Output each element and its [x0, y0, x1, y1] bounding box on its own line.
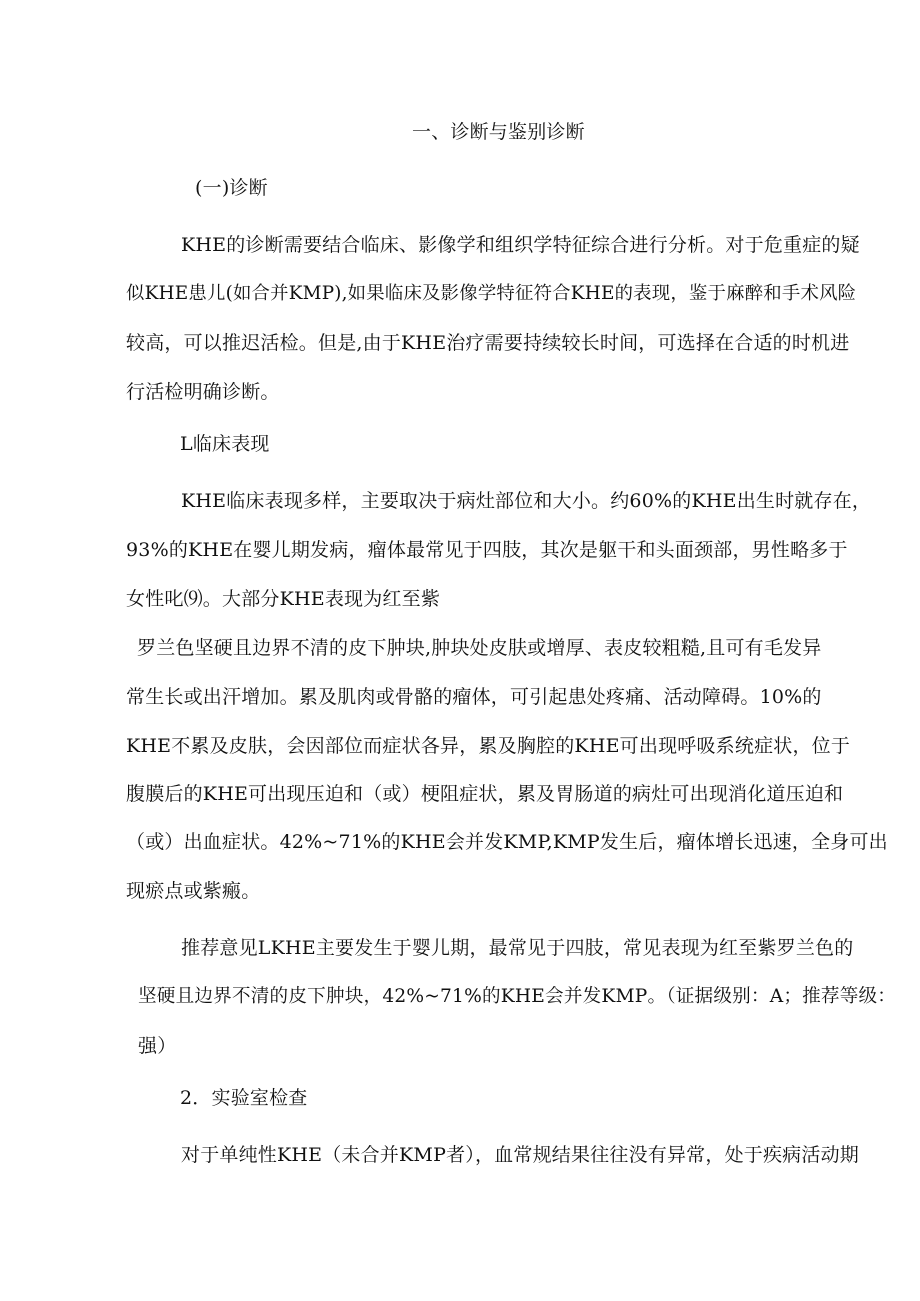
para2-line1: KHE临床表现多样，主要取决于病灶部位和大小。约60%的KHE出生时就存在， [181, 490, 872, 512]
section-title: 一、诊断与鉴别诊断 [412, 121, 585, 143]
para3-line6: 现瘀点或紫瘢。 [126, 880, 261, 902]
para3-line4: 腹膜后的KHE可出现压迫和（或）梗阻症状，累及胃肠道的病灶可出现消化道压迫和 [126, 783, 844, 805]
para2-line2: 93%的KHE在婴儿期发病，瘤体最常见于四肢，其次是躯干和头面颈部，男性略多于 [126, 539, 848, 561]
para1-line1: KHE的诊断需要结合临床、影像学和组织学特征综合进行分析。对于危重症的疑 [181, 234, 860, 256]
para3-line1: 罗兰色坚硬且边界不清的皮下肿块,肿块处皮肤或增厚、表皮较粗糙,且可有毛发异 [137, 637, 822, 659]
recommendation-line3: 强） [138, 1035, 177, 1057]
para3-line2: 常生长或出汗增加。累及肌肉或骨骼的瘤体，可引起患处疼痛、活动障碍。10%的 [126, 686, 822, 708]
para1-line3: 较高，可以推迟活检。但是,由于KHE治疗需要持续较长时间，可选择在合适的时机进 [126, 332, 850, 354]
recommendation-line2: 坚硬且边界不清的皮下肿块，42%~71%的KHE会并发KMP。（证据级别：A；推荐等级： [138, 986, 897, 1007]
recommendation-line1: 推荐意见LKHE主要发生于婴儿期，最常见于四肢，常见表现为红至紫罗兰色的 [181, 937, 854, 959]
para4-line1: 对于单纯性KHE（未合并KMP者），血常规结果往往没有异常，处于疾病活动期 [181, 1144, 859, 1166]
para3-line3: KHE不累及皮肤，会因部位而症状各异，累及胸腔的KHE可出现呼吸系统症状，位于 [126, 735, 851, 757]
para2-line3: 女性叱⑼。大部分KHE表现为红至紫 [126, 588, 441, 610]
para3-line5: （或）出血症状。42%~71%的KHE会并发KMP,KMP发生后，瘤体增长迅速，全身可出 [126, 831, 888, 853]
para1-line2: 似KHE患儿(如合并KMP),如果临床及影像学特征符合KHE的表现，鉴于麻醉和手术风险 [126, 283, 857, 304]
heading-lab-tests: 2．实验室检查 [180, 1087, 308, 1109]
para1-line4: 行活检明确诊断。 [126, 381, 280, 403]
heading-clinical: L临床表现 [180, 433, 270, 455]
subsection-title: (一)诊断 [195, 177, 268, 199]
